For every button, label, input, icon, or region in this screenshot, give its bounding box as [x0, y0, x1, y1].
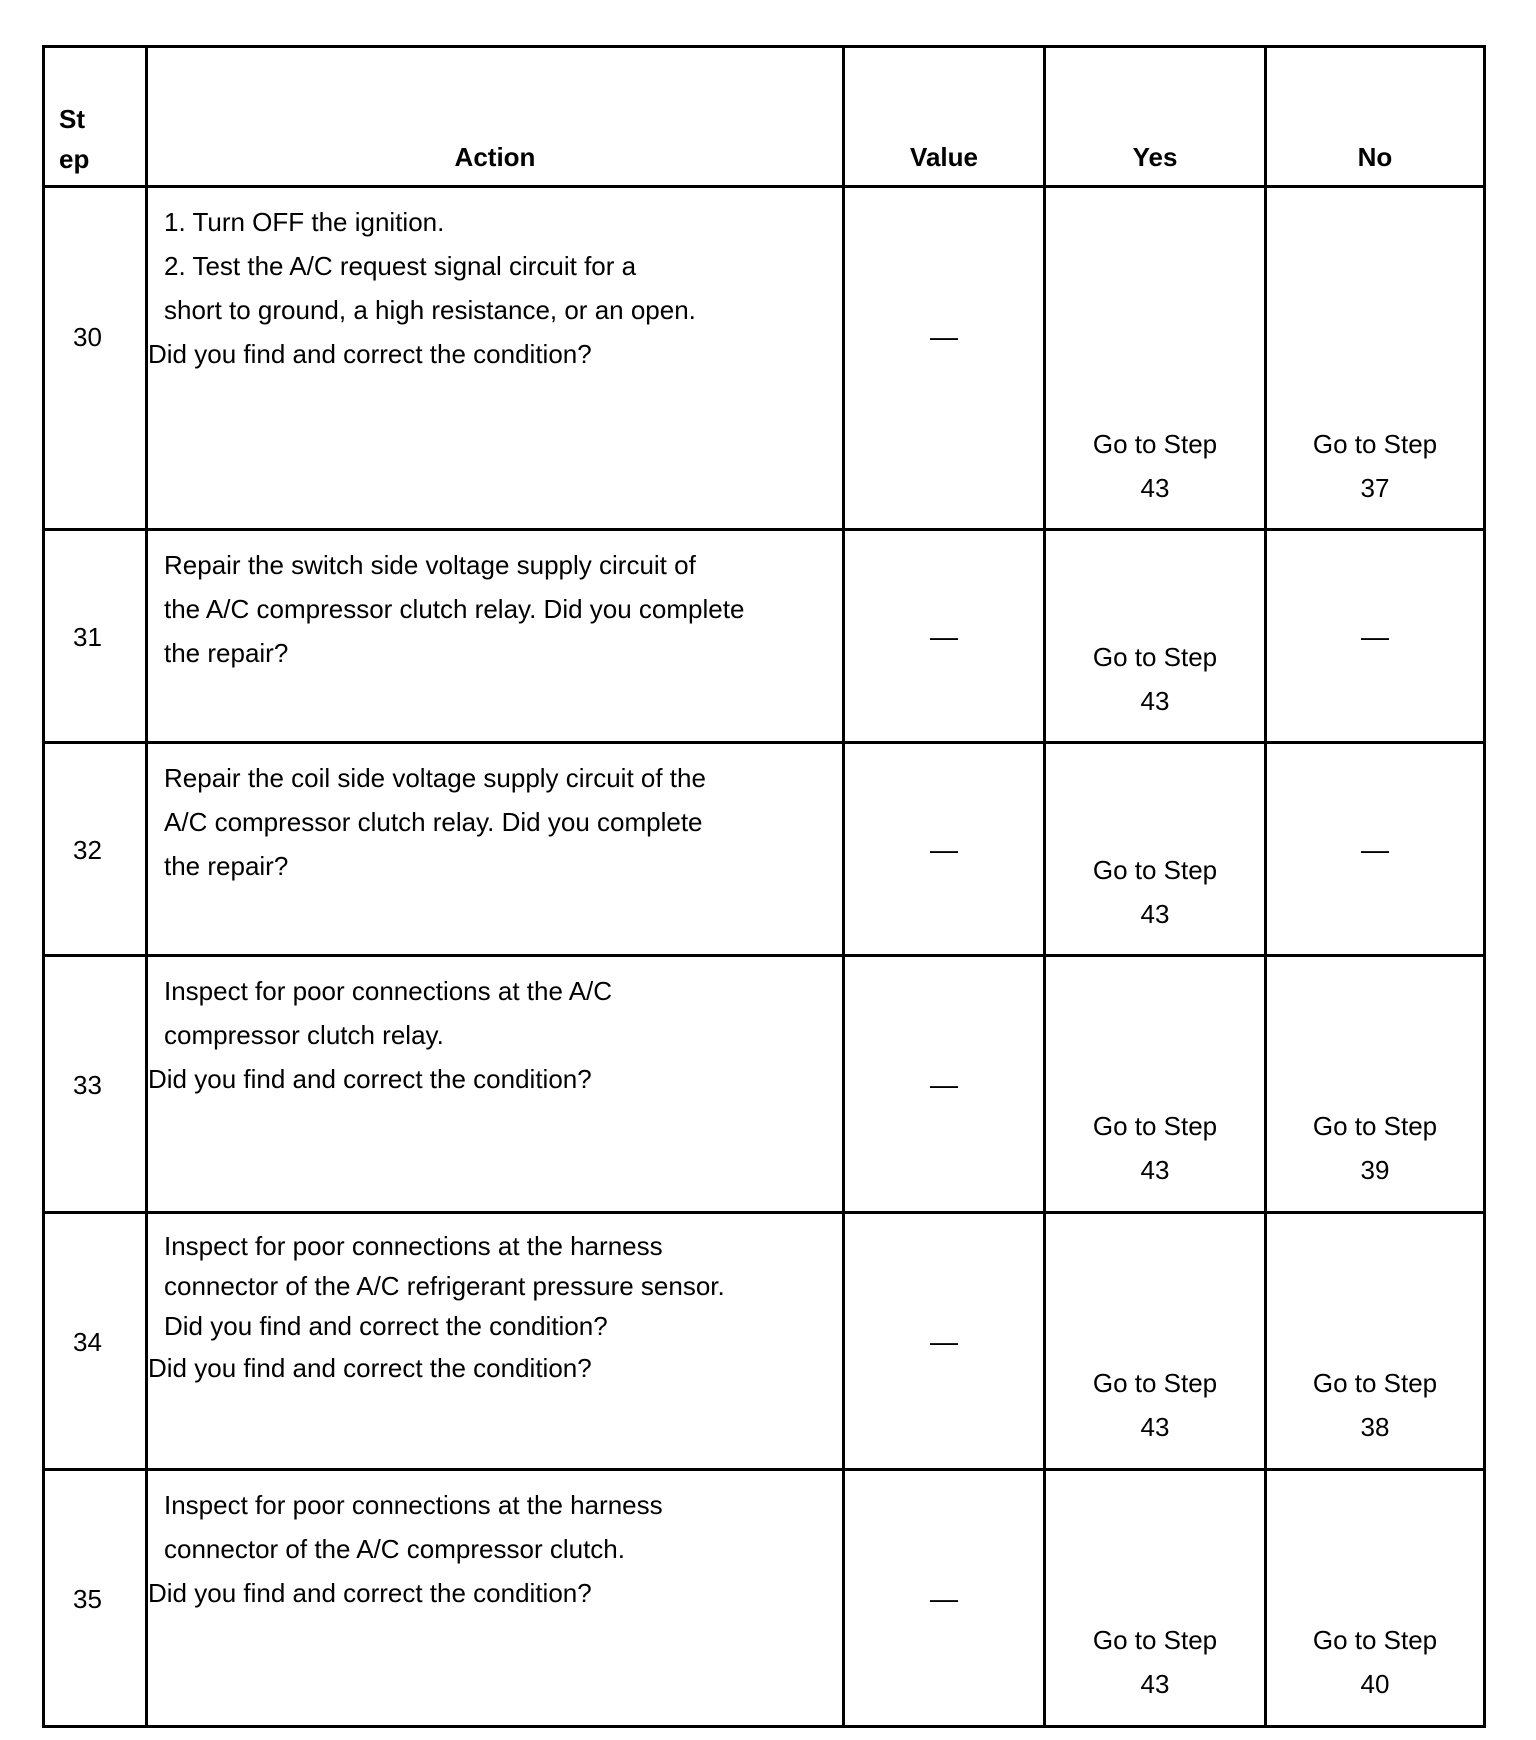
value-dash: —	[930, 1069, 958, 1100]
action-line: Did you find and correct the condition?	[164, 1311, 608, 1341]
action-cell	[147, 1213, 844, 1470]
yes-cell	[1045, 956, 1266, 1213]
no-cell	[1266, 187, 1485, 530]
action-line: 1. Turn OFF the ignition.	[164, 207, 445, 237]
header-step-line1: St	[59, 104, 85, 134]
no-goto: Go to Step 40	[1312, 1625, 1438, 1699]
table-row	[44, 530, 1485, 743]
value-dash: —	[930, 621, 958, 652]
no-dash: —	[1361, 834, 1389, 865]
table-row	[44, 743, 1485, 956]
no-dash: —	[1361, 621, 1389, 652]
header-no: No	[1266, 47, 1485, 187]
no-goto: Go to Step 39	[1312, 1111, 1438, 1185]
header-row	[44, 47, 1485, 187]
step-number: 32	[73, 835, 102, 865]
step-number: 34	[73, 1327, 102, 1357]
action-line: connector of the A/C compressor clutch.	[164, 1534, 625, 1564]
value-dash: —	[930, 1326, 958, 1357]
table-row	[44, 1470, 1485, 1727]
yes-cell	[1045, 1213, 1266, 1470]
no-goto: Go to Step 38	[1312, 1368, 1438, 1442]
action-cell	[147, 743, 844, 956]
no-cell	[1266, 743, 1485, 956]
action-line: A/C compressor clutch relay. Did you complete	[164, 807, 703, 837]
action-cell	[147, 956, 844, 1213]
yes-goto: Go to Step 43	[1092, 1368, 1218, 1442]
value-dash: —	[930, 834, 958, 865]
action-line: 2. Test the A/C request signal circuit for a	[164, 251, 637, 281]
value-cell	[844, 1213, 1045, 1470]
action-line: Repair the switch side voltage supply circuit of	[164, 550, 696, 580]
step-number: 31	[73, 622, 102, 652]
step-cell	[44, 743, 147, 956]
no-goto: Go to Step 37	[1312, 429, 1438, 503]
step-cell	[44, 1470, 147, 1727]
header-value: Value	[844, 47, 1045, 187]
action-line: Inspect for poor connections at the A/C	[164, 976, 613, 1006]
no-cell	[1266, 956, 1485, 1213]
table-row	[44, 187, 1485, 530]
header-step-line2: ep	[59, 144, 90, 174]
value-cell	[844, 743, 1045, 956]
action-line: Repair the coil side voltage supply circuit of the	[164, 763, 706, 793]
action-cell	[147, 187, 844, 530]
value-cell	[844, 187, 1045, 530]
yes-goto: Go to Step 43	[1092, 1111, 1218, 1185]
value-dash: —	[930, 321, 958, 352]
table-row	[44, 1213, 1485, 1470]
action-question: Did you find and correct the condition?	[148, 1064, 592, 1094]
action-line: the repair?	[164, 851, 289, 881]
action-line: the repair?	[164, 638, 289, 668]
action-cell	[147, 1470, 844, 1727]
action-line: connector of the A/C refrigerant pressure sensor.	[164, 1271, 725, 1301]
step-cell	[44, 956, 147, 1213]
action-line: Inspect for poor connections at the harness	[164, 1490, 663, 1520]
table-row	[44, 956, 1485, 1213]
yes-cell	[1045, 530, 1266, 743]
step-cell	[44, 187, 147, 530]
no-cell	[1266, 530, 1485, 743]
header-yes: Yes	[1045, 47, 1266, 187]
yes-cell	[1045, 1470, 1266, 1727]
yes-goto: Go to Step 43	[1092, 642, 1218, 716]
step-number: 33	[73, 1070, 102, 1100]
no-cell	[1266, 1213, 1485, 1470]
action-line: Inspect for poor connections at the harness	[164, 1231, 663, 1261]
yes-cell	[1045, 743, 1266, 956]
header-step	[44, 47, 147, 187]
action-question: Did you find and correct the condition?	[148, 1578, 592, 1608]
action-question: Did you find and correct the condition?	[148, 339, 592, 369]
value-cell	[844, 530, 1045, 743]
yes-goto: Go to Step 43	[1092, 429, 1218, 503]
step-number: 35	[73, 1584, 102, 1614]
value-cell	[844, 1470, 1045, 1727]
step-cell	[44, 530, 147, 743]
step-number: 30	[73, 322, 102, 352]
diagnostic-steps-table	[42, 45, 1486, 1728]
action-line: short to ground, a high resistance, or an open.	[164, 295, 696, 325]
action-cell	[147, 530, 844, 743]
action-line: the A/C compressor clutch relay. Did you complete	[164, 594, 745, 624]
no-cell	[1266, 1470, 1485, 1727]
header-action: Action	[147, 47, 844, 187]
action-line: compressor clutch relay.	[164, 1020, 444, 1050]
yes-cell	[1045, 187, 1266, 530]
yes-goto: Go to Step 43	[1092, 855, 1218, 929]
value-cell	[844, 956, 1045, 1213]
yes-goto: Go to Step 43	[1092, 1625, 1218, 1699]
value-dash: —	[930, 1583, 958, 1614]
step-cell	[44, 1213, 147, 1470]
action-question: Did you find and correct the condition?	[148, 1353, 592, 1383]
